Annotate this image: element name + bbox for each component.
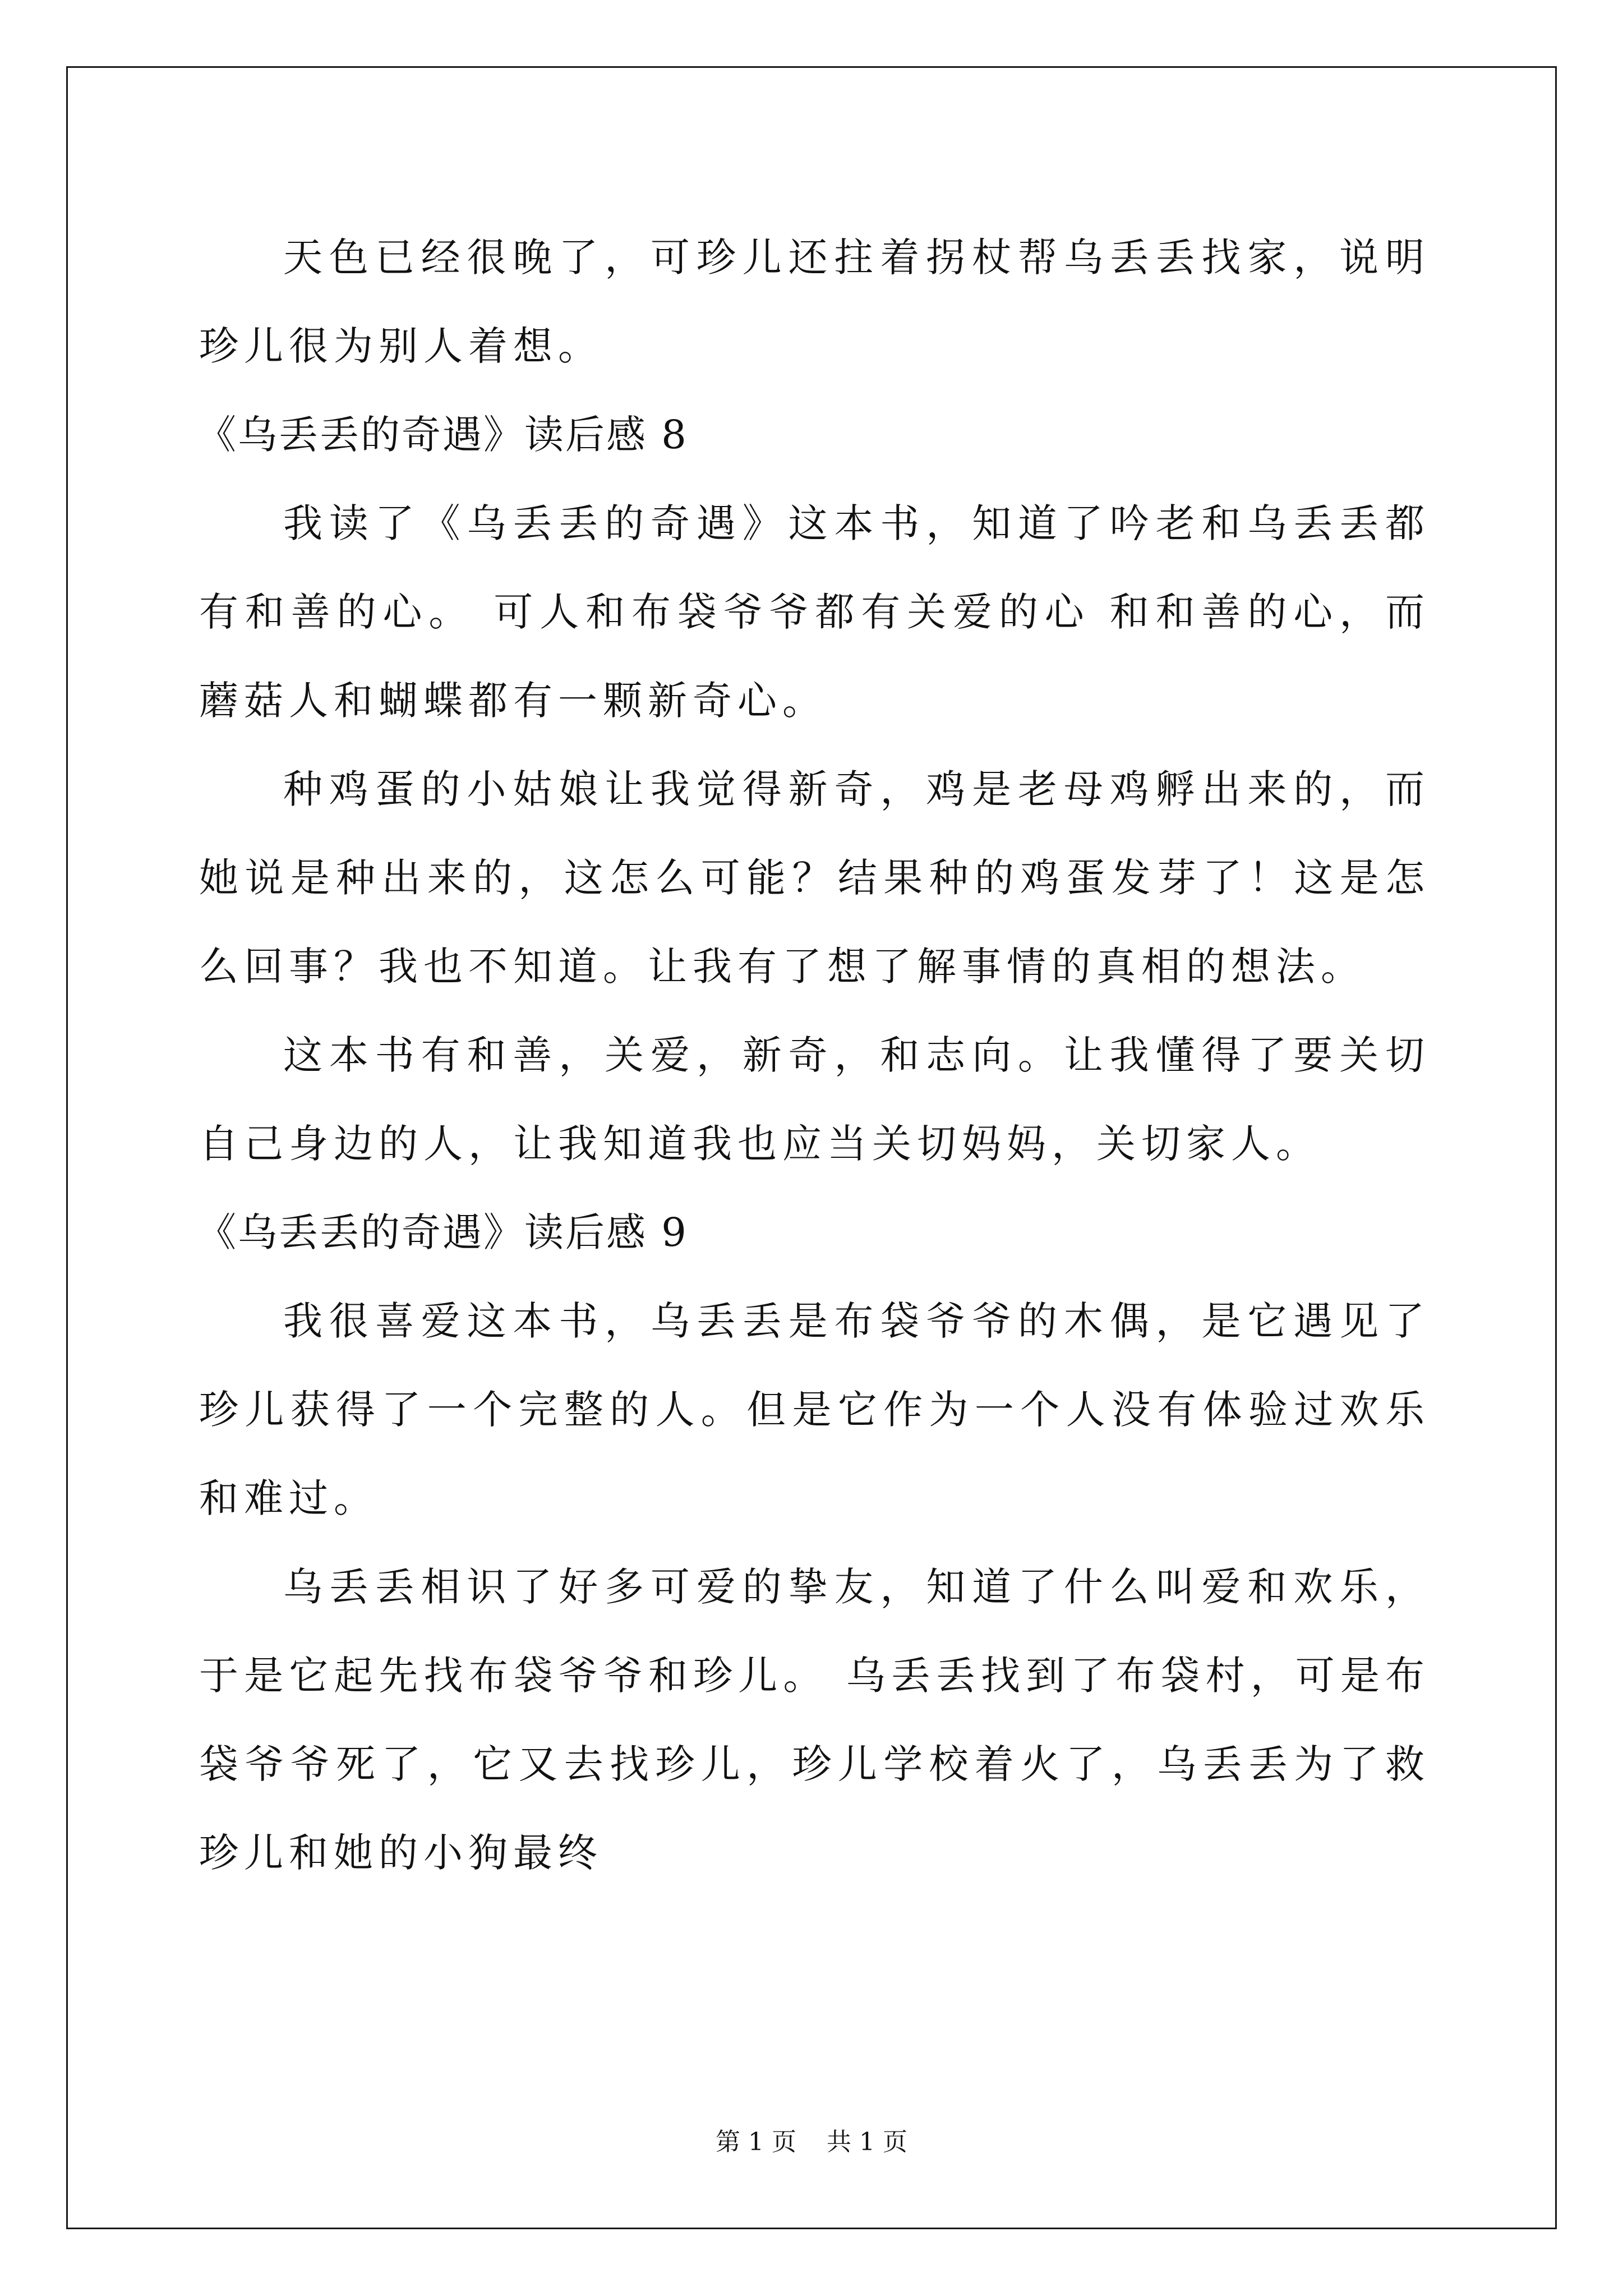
paragraph: 这本书有和善，关爱，新奇，和志向。让我懂得了要关切自己身边的人，让我知道我也应当关切妈妈，关切家人。 xyxy=(199,1032,1430,1167)
page-number: 第 1 页 xyxy=(716,2128,796,2156)
page-total: 共 1 页 xyxy=(827,2128,907,2156)
section-heading: 《乌丢丢的奇遇》读后感 9 xyxy=(197,1209,688,1255)
document-body xyxy=(199,213,1430,1897)
paragraph: 我读了《乌丢丢的奇遇》这本书，知道了吟老和乌丢丢都有和善的心。 可人和布袋爷爷都有关爱的心 和和善的心，而蘑菇人和蝴蝶都有一颗新奇心。 xyxy=(199,500,1430,724)
page-footer xyxy=(0,2122,1623,2157)
section-heading: 《乌丢丢的奇遇》读后感 8 xyxy=(197,412,688,458)
paragraph: 天色已经很晚了，可珍儿还拄着拐杖帮乌丢丢找家，说明珍儿很为别人着想。 xyxy=(199,234,1430,369)
paragraph: 我很喜爱这本书，乌丢丢是布袋爷爷的木偶，是它遇见了珍儿获得了一个完整的人。但是它作为一个人没有体验过欢乐和难过。 xyxy=(199,1298,1430,1521)
paragraph: 乌丢丢相识了好多可爱的挚友，知道了什么叫爱和欢乐，于是它起先找布袋爷爷和珍儿。 乌丢丢找到了布袋村，可是布袋爷爷死了，它又去找珍儿，珍儿学校着火了，乌丢丢为了救珍儿和她的小狗最终 xyxy=(199,1564,1430,1876)
paragraph: 种鸡蛋的小姑娘让我觉得新奇，鸡是老母鸡孵出来的，而她说是种出来的，这怎么可能？结果种的鸡蛋发芽了！这是怎么回事？我也不知道。让我有了想了解事情的真相的想法。 xyxy=(199,766,1430,990)
